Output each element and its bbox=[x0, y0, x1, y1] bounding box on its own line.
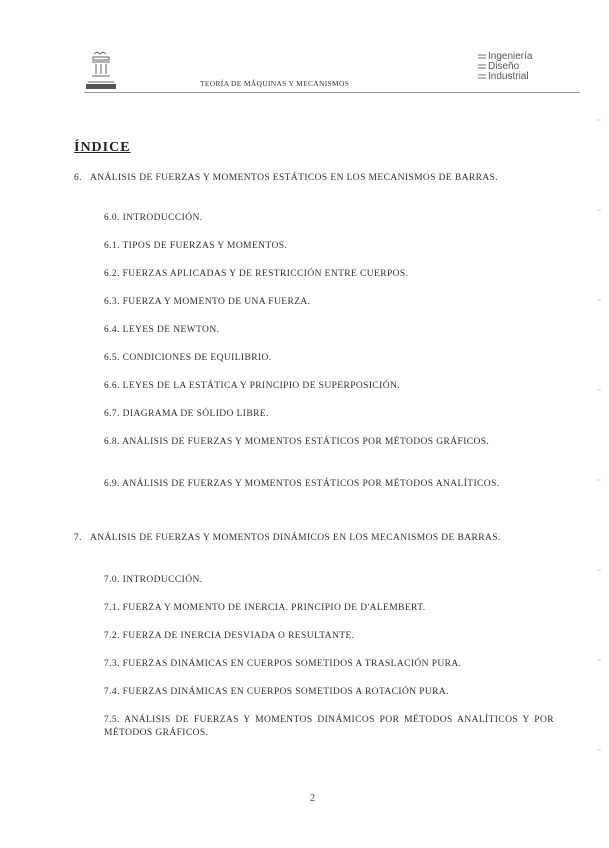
header-divider bbox=[84, 92, 580, 93]
toc-entry-text: 6.8. ANÁLISIS DE FUERZAS Y MOMENTOS ESTÁTICOS POR MÉTODOS GRÁFICOS. bbox=[104, 437, 490, 447]
toc-entry-text: 6.9. ANÁLISIS DE FUERZAS Y MOMENTOS ESTÁTICOS POR MÉTODOS ANALÍTICOS. bbox=[104, 479, 500, 489]
toc-entry-text: 6.6. LEYES DE LA ESTÁTICA Y PRINCIPIO DE SUPERPOSICIÓN. bbox=[104, 381, 401, 391]
scan-edge-marks bbox=[596, 0, 602, 848]
department-logo bbox=[478, 52, 578, 88]
toc-entry-text: 6.0. INTRODUCCIÓN. bbox=[104, 213, 203, 223]
toc-entry-text: 6.3. FUERZA Y MOMENTO DE UNA FUERZA. bbox=[104, 297, 311, 307]
toc-entry-text: 6.4. LEYES DE NEWTON. bbox=[104, 325, 220, 335]
toc-entry-text: 7.2. FUERZA DE INERCIA DESVIADA O RESULTANTE. bbox=[104, 631, 355, 641]
index-title: ÍNDICE bbox=[74, 140, 131, 155]
header-title: TEORÍA DE MÁQUINAS Y MECANISMOS bbox=[200, 79, 350, 88]
chapter-number: 6. bbox=[74, 173, 82, 183]
toc-entry-text: 7.0. INTRODUCCIÓN. bbox=[104, 575, 203, 585]
page-number: 2 bbox=[310, 793, 315, 804]
logo-line-ingenieria: Ingeniería bbox=[488, 51, 533, 62]
toc-entry-text: 7.5. ANÁLISIS DE FUERZAS Y MOMENTOS DINÁMICOS POR MÉTODOS ANALÍTICOS Y POR MÉTODOS GRÁFICOS. bbox=[104, 715, 554, 738]
logo-line-diseno: Diseño bbox=[488, 61, 520, 72]
toc-entry-text: 7.3. FUERZAS DINÁMICAS EN CUERPOS SOMETIDOS A TRASLACIÓN PURA. bbox=[104, 659, 462, 669]
toc-entry-text: 7.1. FUERZA Y MOMENTO DE INERCIA. PRINCIPIO DE D'ALEMBERT. bbox=[104, 603, 426, 613]
toc-entry-text: 6.2. FUERZAS APLICADAS Y DE RESTRICCIÓN ENTRE CUERPOS. bbox=[104, 269, 409, 279]
chapter-title: ANÁLISIS DE FUERZAS Y MOMENTOS ESTÁTICOS EN LOS MECANISMOS DE BARRAS. bbox=[90, 173, 499, 183]
department-logo-icon bbox=[478, 52, 488, 86]
toc-entry-text: 6.5. CONDICIONES DE EQUILIBRIO. bbox=[104, 353, 272, 363]
chapter-number: 7. bbox=[74, 533, 82, 543]
logo-line-industrial: Industrial bbox=[488, 71, 529, 82]
toc-entry-text: 6.7. DIAGRAMA DE SÓLIDO LIBRE. bbox=[104, 409, 269, 419]
toc-entry-text: 7.4. FUERZAS DINÁMICAS EN CUERPOS SOMETIDOS A ROTACIÓN PURA. bbox=[104, 687, 449, 697]
chapter-title: ANÁLISIS DE FUERZAS Y MOMENTOS DINÁMICOS EN LOS MECANISMOS DE BARRAS. bbox=[90, 533, 501, 543]
university-crest-icon bbox=[84, 50, 118, 92]
toc-entry-text: 6.1. TIPOS DE FUERZAS Y MOMENTOS. bbox=[104, 241, 288, 251]
